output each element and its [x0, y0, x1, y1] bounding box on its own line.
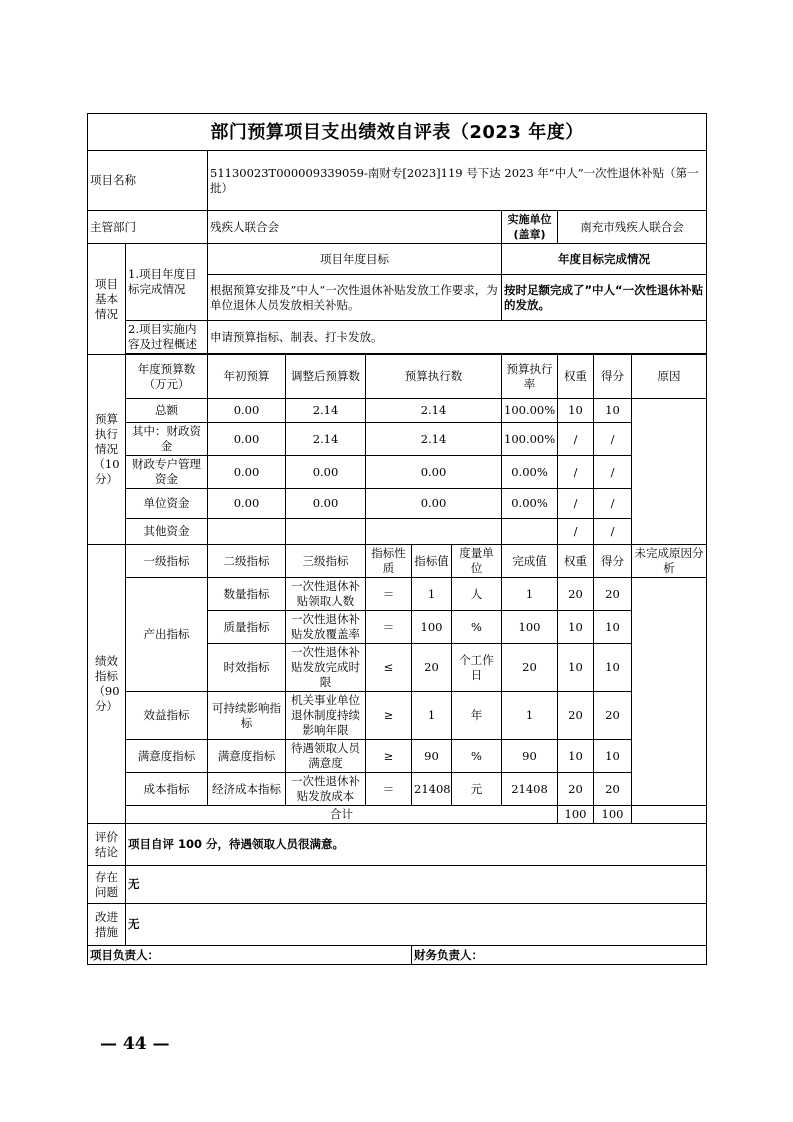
budget-header-executed: 预算执行数 [366, 355, 502, 399]
perf-nature: ≥ [366, 692, 412, 740]
improve-label: 改进措施 [88, 904, 126, 946]
perf-target: 20 [412, 644, 452, 692]
total-reason [632, 806, 707, 824]
page-number [100, 1034, 170, 1054]
perf-weight: 10 [558, 644, 594, 692]
perf-target: 100 [412, 611, 452, 644]
cost-indicator-label: 成本指标 [126, 773, 208, 806]
budget-adjusted: 0.00 [286, 456, 366, 489]
budget-header-rate: 预算执行率 [502, 355, 558, 399]
perf-target: 1 [412, 692, 452, 740]
budget-row-label: 其他资金 [126, 519, 208, 545]
eval-label: 评价结论 [88, 824, 126, 866]
perf-score: 10 [594, 644, 632, 692]
budget-row [88, 489, 707, 519]
budget-initial: 0.00 [208, 489, 286, 519]
process-text: 申请预算指标、制表、打卡发放。 [208, 321, 707, 354]
perf-header-l3: 三级指标 [286, 545, 366, 578]
perf-header-unit: 度量单位 [452, 545, 502, 578]
perf-unit: % [452, 611, 502, 644]
budget-header-reason: 原因 [632, 355, 707, 399]
total-score: 100 [594, 806, 632, 824]
budget-initial: 0.00 [208, 456, 286, 489]
perf-l3: 一次性退休补贴领取人数 [286, 578, 366, 611]
completion-text: 按时足额完成了”中人“一次性退休补贴的发放。 [502, 275, 707, 321]
perf-unit: % [452, 740, 502, 773]
budget-weight: / [558, 489, 594, 519]
perf-weight: 20 [558, 692, 594, 740]
budget-adjusted: 2.14 [286, 423, 366, 456]
perf-header-nature: 指标性质 [366, 545, 412, 578]
project-leader-label: 项目负责人： [88, 946, 412, 965]
budget-score: / [594, 519, 632, 545]
perf-row [88, 692, 707, 740]
budget-rate [502, 519, 558, 545]
budget-score: / [594, 456, 632, 489]
finance-leader-label: 财务负责人： [412, 946, 707, 965]
perf-target: 21408 [412, 773, 452, 806]
budget-executed: 2.14 [366, 423, 502, 456]
budget-weight: / [558, 423, 594, 456]
perf-row [88, 740, 707, 773]
perf-weight: 10 [558, 611, 594, 644]
performance-section-label: 绩效指标（90分） [88, 545, 126, 824]
perf-score: 20 [594, 578, 632, 611]
budget-header-annual: 年度预算数（万元） [126, 355, 208, 399]
process-label: 2.项目实施内容及过程概述 [126, 321, 208, 354]
budget-row [88, 423, 707, 456]
project-name-value: 51130023T000009339059-南财专[2023]119 号下达 2023 年“中人”一次性退休补贴（第一批） [208, 151, 707, 211]
dash-right: — [152, 1034, 170, 1054]
basic-info-label: 项目基本情况 [88, 244, 126, 355]
self-evaluation-table [87, 113, 707, 965]
problem-label: 存在问题 [88, 866, 126, 904]
page-number-value: 44 [122, 1034, 147, 1054]
satisfaction-indicator-label: 满意度指标 [126, 740, 208, 773]
perf-header-l2: 二级指标 [208, 545, 286, 578]
perf-header-target: 指标值 [412, 545, 452, 578]
perf-score: 10 [594, 611, 632, 644]
goal-completion-label: 1.项目年度目标完成情况 [126, 244, 208, 321]
budget-reason [632, 399, 707, 545]
perf-unit: 年 [452, 692, 502, 740]
dash-left: — [100, 1034, 117, 1054]
perf-l2: 数量指标 [208, 578, 286, 611]
improve-text: 无 [126, 904, 707, 946]
budget-adjusted: 2.14 [286, 399, 366, 423]
budget-header-initial: 年初预算 [208, 355, 286, 399]
perf-score: 20 [594, 773, 632, 806]
perf-header-l1: 一级指标 [126, 545, 208, 578]
perf-l3: 待遇领取人员满意度 [286, 740, 366, 773]
perf-score: 20 [594, 692, 632, 740]
perf-reason [632, 578, 707, 806]
budget-executed: 2.14 [366, 399, 502, 423]
budget-rate: 0.00% [502, 456, 558, 489]
perf-unit: 人 [452, 578, 502, 611]
perf-row [88, 578, 707, 611]
budget-executed [366, 519, 502, 545]
budget-header-adjusted: 调整后预算数 [286, 355, 366, 399]
perf-l2: 可持续影响指标 [208, 692, 286, 740]
eval-text: 项目自评 100 分，待遇领取人员很满意。 [126, 824, 707, 866]
budget-score: 10 [594, 399, 632, 423]
budget-rate: 100.00% [502, 399, 558, 423]
perf-weight: 10 [558, 740, 594, 773]
budget-row [88, 456, 707, 489]
budget-row [88, 399, 707, 423]
budget-rate: 0.00% [502, 489, 558, 519]
perf-weight: 20 [558, 578, 594, 611]
page-title: 部门预算项目支出绩效自评表（2023 年度） [88, 114, 707, 151]
budget-initial: 0.00 [208, 399, 286, 423]
budget-executed: 0.00 [366, 489, 502, 519]
perf-score: 10 [594, 740, 632, 773]
perf-l3: 机关事业单位退休制度持续影响年限 [286, 692, 366, 740]
budget-executed: 0.00 [366, 456, 502, 489]
perf-header-reason: 未完成原因分析 [632, 545, 707, 578]
perf-header-actual: 完成值 [502, 545, 558, 578]
perf-nature: ＝ [366, 578, 412, 611]
perf-unit: 元 [452, 773, 502, 806]
perf-actual: 21408 [502, 773, 558, 806]
perf-l3: 一次性退休补贴发放完成时限 [286, 644, 366, 692]
budget-row [88, 519, 707, 545]
perf-actual: 20 [502, 644, 558, 692]
perf-nature: ＝ [366, 773, 412, 806]
benefit-indicator-label: 效益指标 [126, 692, 208, 740]
budget-weight: 10 [558, 399, 594, 423]
goal-text: 根据预算安排及”中人“一次性退休补贴发放工作要求，为单位退休人员发放相关补贴。 [208, 275, 502, 321]
budget-row-label: 财政专户管理资金 [126, 456, 208, 489]
budget-score: / [594, 423, 632, 456]
dept-value: 残疾人联合会 [208, 211, 502, 244]
perf-actual: 90 [502, 740, 558, 773]
perf-weight: 20 [558, 773, 594, 806]
perf-l2: 满意度指标 [208, 740, 286, 773]
perf-header-score: 得分 [594, 545, 632, 578]
completion-header: 年度目标完成情况 [502, 244, 707, 275]
total-weight: 100 [558, 806, 594, 824]
project-name-label: 项目名称 [88, 151, 208, 211]
budget-initial: 0.00 [208, 423, 286, 456]
budget-row-label: 其中：财政资金 [126, 423, 208, 456]
goal-header: 项目年度目标 [208, 244, 502, 275]
budget-header-weight: 权重 [558, 355, 594, 399]
budget-adjusted: 0.00 [286, 489, 366, 519]
perf-nature: ＝ [366, 611, 412, 644]
perf-row [88, 773, 707, 806]
budget-section-label: 预算执行情况（10分） [88, 355, 126, 545]
perf-header-weight: 权重 [558, 545, 594, 578]
perf-unit: 个工作日 [452, 644, 502, 692]
output-indicator-label: 产出指标 [126, 578, 208, 692]
impl-unit-label: 实施单位 (盖章) [502, 211, 558, 244]
perf-actual: 1 [502, 578, 558, 611]
perf-target: 1 [412, 578, 452, 611]
budget-row-label: 单位资金 [126, 489, 208, 519]
dept-label: 主管部门 [88, 211, 208, 244]
total-label: 合计 [126, 806, 558, 824]
perf-nature: ≤ [366, 644, 412, 692]
perf-l2: 时效指标 [208, 644, 286, 692]
budget-weight: / [558, 519, 594, 545]
perf-l3: 一次性退休补贴发放成本 [286, 773, 366, 806]
perf-l2: 经济成本指标 [208, 773, 286, 806]
perf-nature: ≥ [366, 740, 412, 773]
perf-l2: 质量指标 [208, 611, 286, 644]
budget-row-label: 总额 [126, 399, 208, 423]
perf-actual: 100 [502, 611, 558, 644]
budget-score: / [594, 489, 632, 519]
perf-actual: 1 [502, 692, 558, 740]
budget-rate: 100.00% [502, 423, 558, 456]
perf-target: 90 [412, 740, 452, 773]
budget-initial [208, 519, 286, 545]
budget-adjusted [286, 519, 366, 545]
budget-weight: / [558, 456, 594, 489]
impl-unit-value: 南充市残疾人联合会 [558, 211, 707, 244]
problem-text: 无 [126, 866, 707, 904]
budget-header-score: 得分 [594, 355, 632, 399]
perf-l3: 一次性退休补贴发放覆盖率 [286, 611, 366, 644]
